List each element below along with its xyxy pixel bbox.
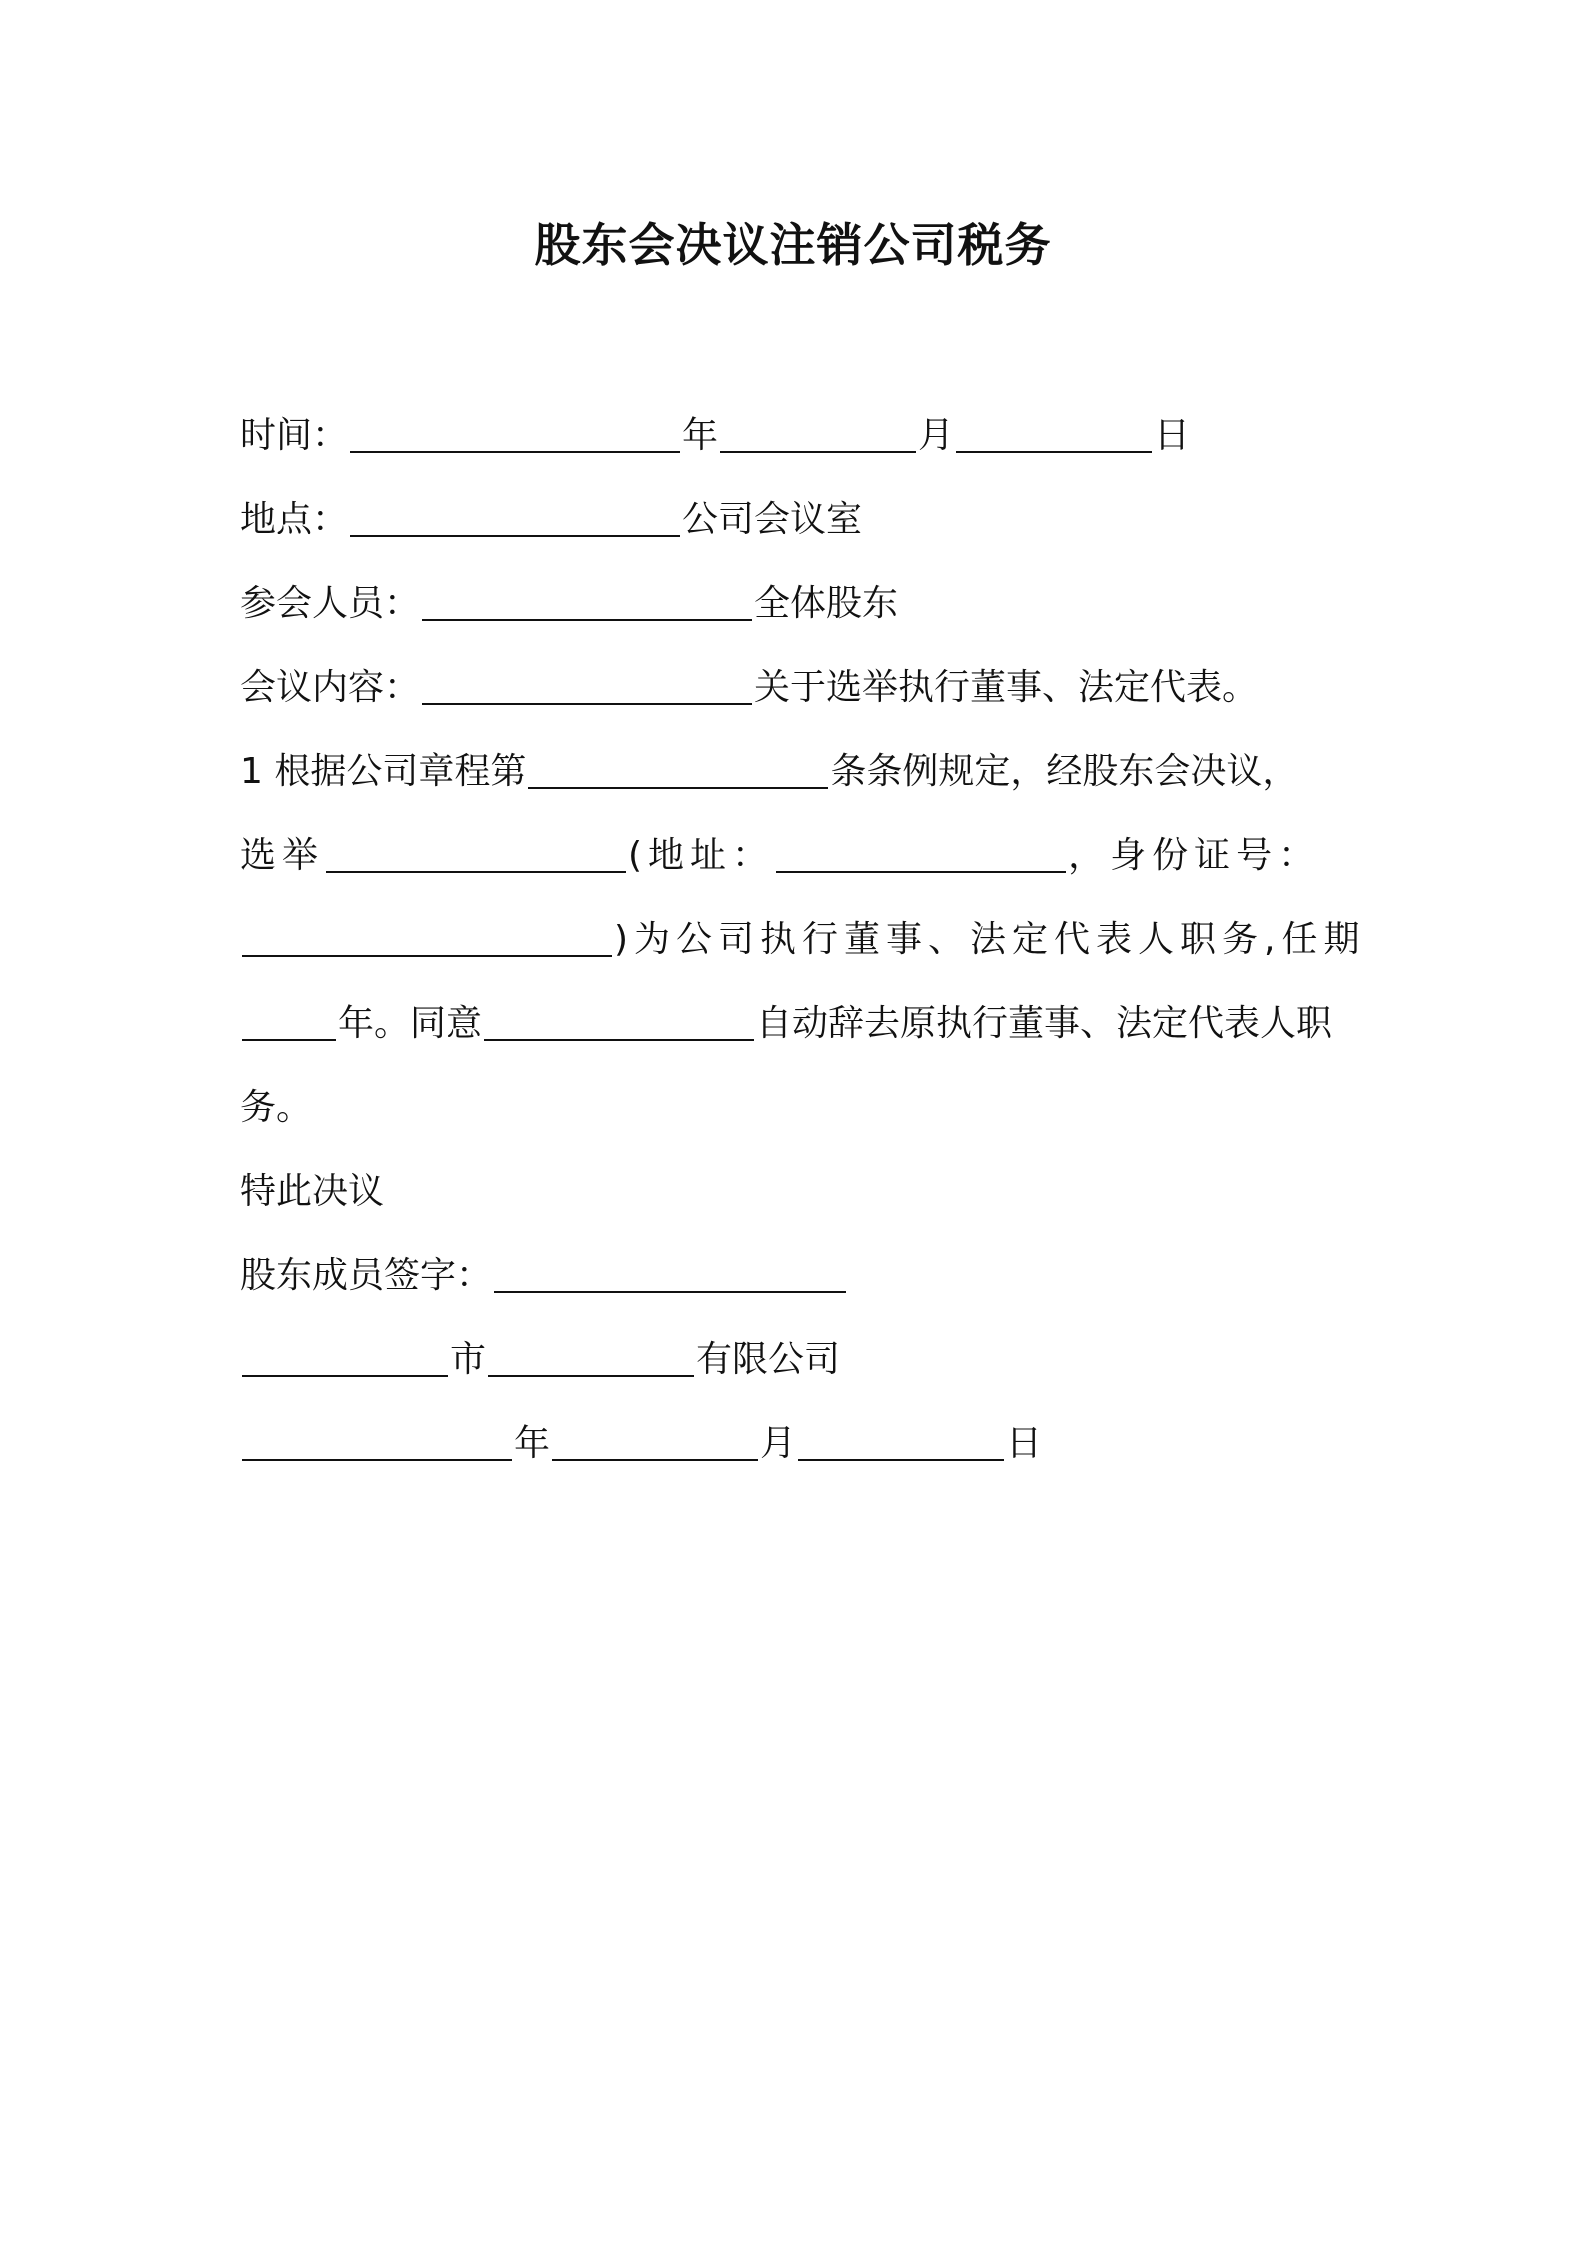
id-number-blank[interactable] — [242, 917, 612, 957]
resolution-line1-prefix: 1 根据公司章程第 — [240, 751, 527, 792]
attendees-line — [240, 576, 1350, 660]
closing-year-label: 年 — [514, 1423, 551, 1464]
attendees-blank[interactable] — [422, 581, 752, 621]
resolution-line2-mid: (地址： — [628, 835, 775, 876]
place-line — [240, 492, 1350, 576]
content-blank[interactable] — [422, 665, 752, 705]
resolution-line-3 — [240, 912, 1366, 996]
content-label: 会议内容： — [240, 667, 421, 708]
attendees-label: 参会人员： — [240, 583, 421, 624]
resolution-line-5 — [240, 1080, 1350, 1164]
company-suffix: 有限公司 — [696, 1339, 841, 1380]
signature-blank[interactable] — [494, 1253, 846, 1293]
closing-day-blank[interactable] — [798, 1421, 1004, 1461]
article-number-blank[interactable] — [528, 749, 828, 789]
closing-date-line — [240, 1416, 1350, 1500]
special-resolution-text: 特此决议 — [240, 1171, 385, 1212]
year-blank[interactable] — [350, 413, 680, 453]
day-label: 日 — [1154, 415, 1191, 456]
closing-day-label: 日 — [1006, 1423, 1043, 1464]
place-label: 地点： — [240, 499, 349, 540]
resigning-person-blank[interactable] — [484, 1001, 754, 1041]
document-title: 股东会决议注销公司税务 — [534, 218, 1052, 272]
year-label: 年 — [682, 415, 719, 456]
time-line — [240, 408, 1350, 492]
address-blank[interactable] — [776, 833, 1066, 873]
resolution-line-1 — [240, 744, 1350, 828]
resolution-line2-prefix: 选举 — [240, 835, 325, 876]
content-line — [240, 660, 1350, 744]
company-line — [240, 1332, 1350, 1416]
resolution-line4-suffix: 自动辞去原执行董事、法定代表人职 — [756, 1003, 1333, 1044]
company-name-blank[interactable] — [488, 1337, 694, 1377]
resolution-line2-suffix: ，身份证号： — [1068, 835, 1321, 876]
elected-name-blank[interactable] — [326, 833, 626, 873]
place-suffix: 公司会议室 — [682, 499, 863, 540]
signature-line — [240, 1248, 1350, 1332]
attendees-suffix: 全体股东 — [754, 583, 899, 624]
city-label: 市 — [450, 1339, 487, 1380]
resolution-line-2 — [240, 828, 1350, 912]
resolution-line1-suffix: 条条例规定，经股东会决议， — [830, 751, 1299, 792]
resolution-line4-mid: 年。同意 — [338, 1003, 483, 1044]
special-resolution-line — [240, 1164, 1350, 1248]
resolution-line3-suffix: )为公司执行董事、法定代表人职务,任期 — [614, 919, 1366, 960]
month-blank[interactable] — [720, 413, 916, 453]
city-blank[interactable] — [242, 1337, 448, 1377]
resolution-line-4 — [240, 996, 1350, 1080]
closing-month-label: 月 — [760, 1423, 797, 1464]
document-body — [240, 408, 1366, 1500]
signature-label: 股东成员签字： — [240, 1255, 493, 1296]
resolution-line5: 务。 — [240, 1087, 313, 1128]
content-suffix: 关于选举执行董事、法定代表。 — [754, 667, 1259, 708]
month-label: 月 — [918, 415, 955, 456]
closing-month-blank[interactable] — [552, 1421, 758, 1461]
place-blank[interactable] — [350, 497, 680, 537]
day-blank[interactable] — [956, 413, 1152, 453]
closing-year-blank[interactable] — [242, 1421, 512, 1461]
term-years-blank[interactable] — [242, 1001, 336, 1041]
time-label: 时间： — [240, 415, 349, 456]
